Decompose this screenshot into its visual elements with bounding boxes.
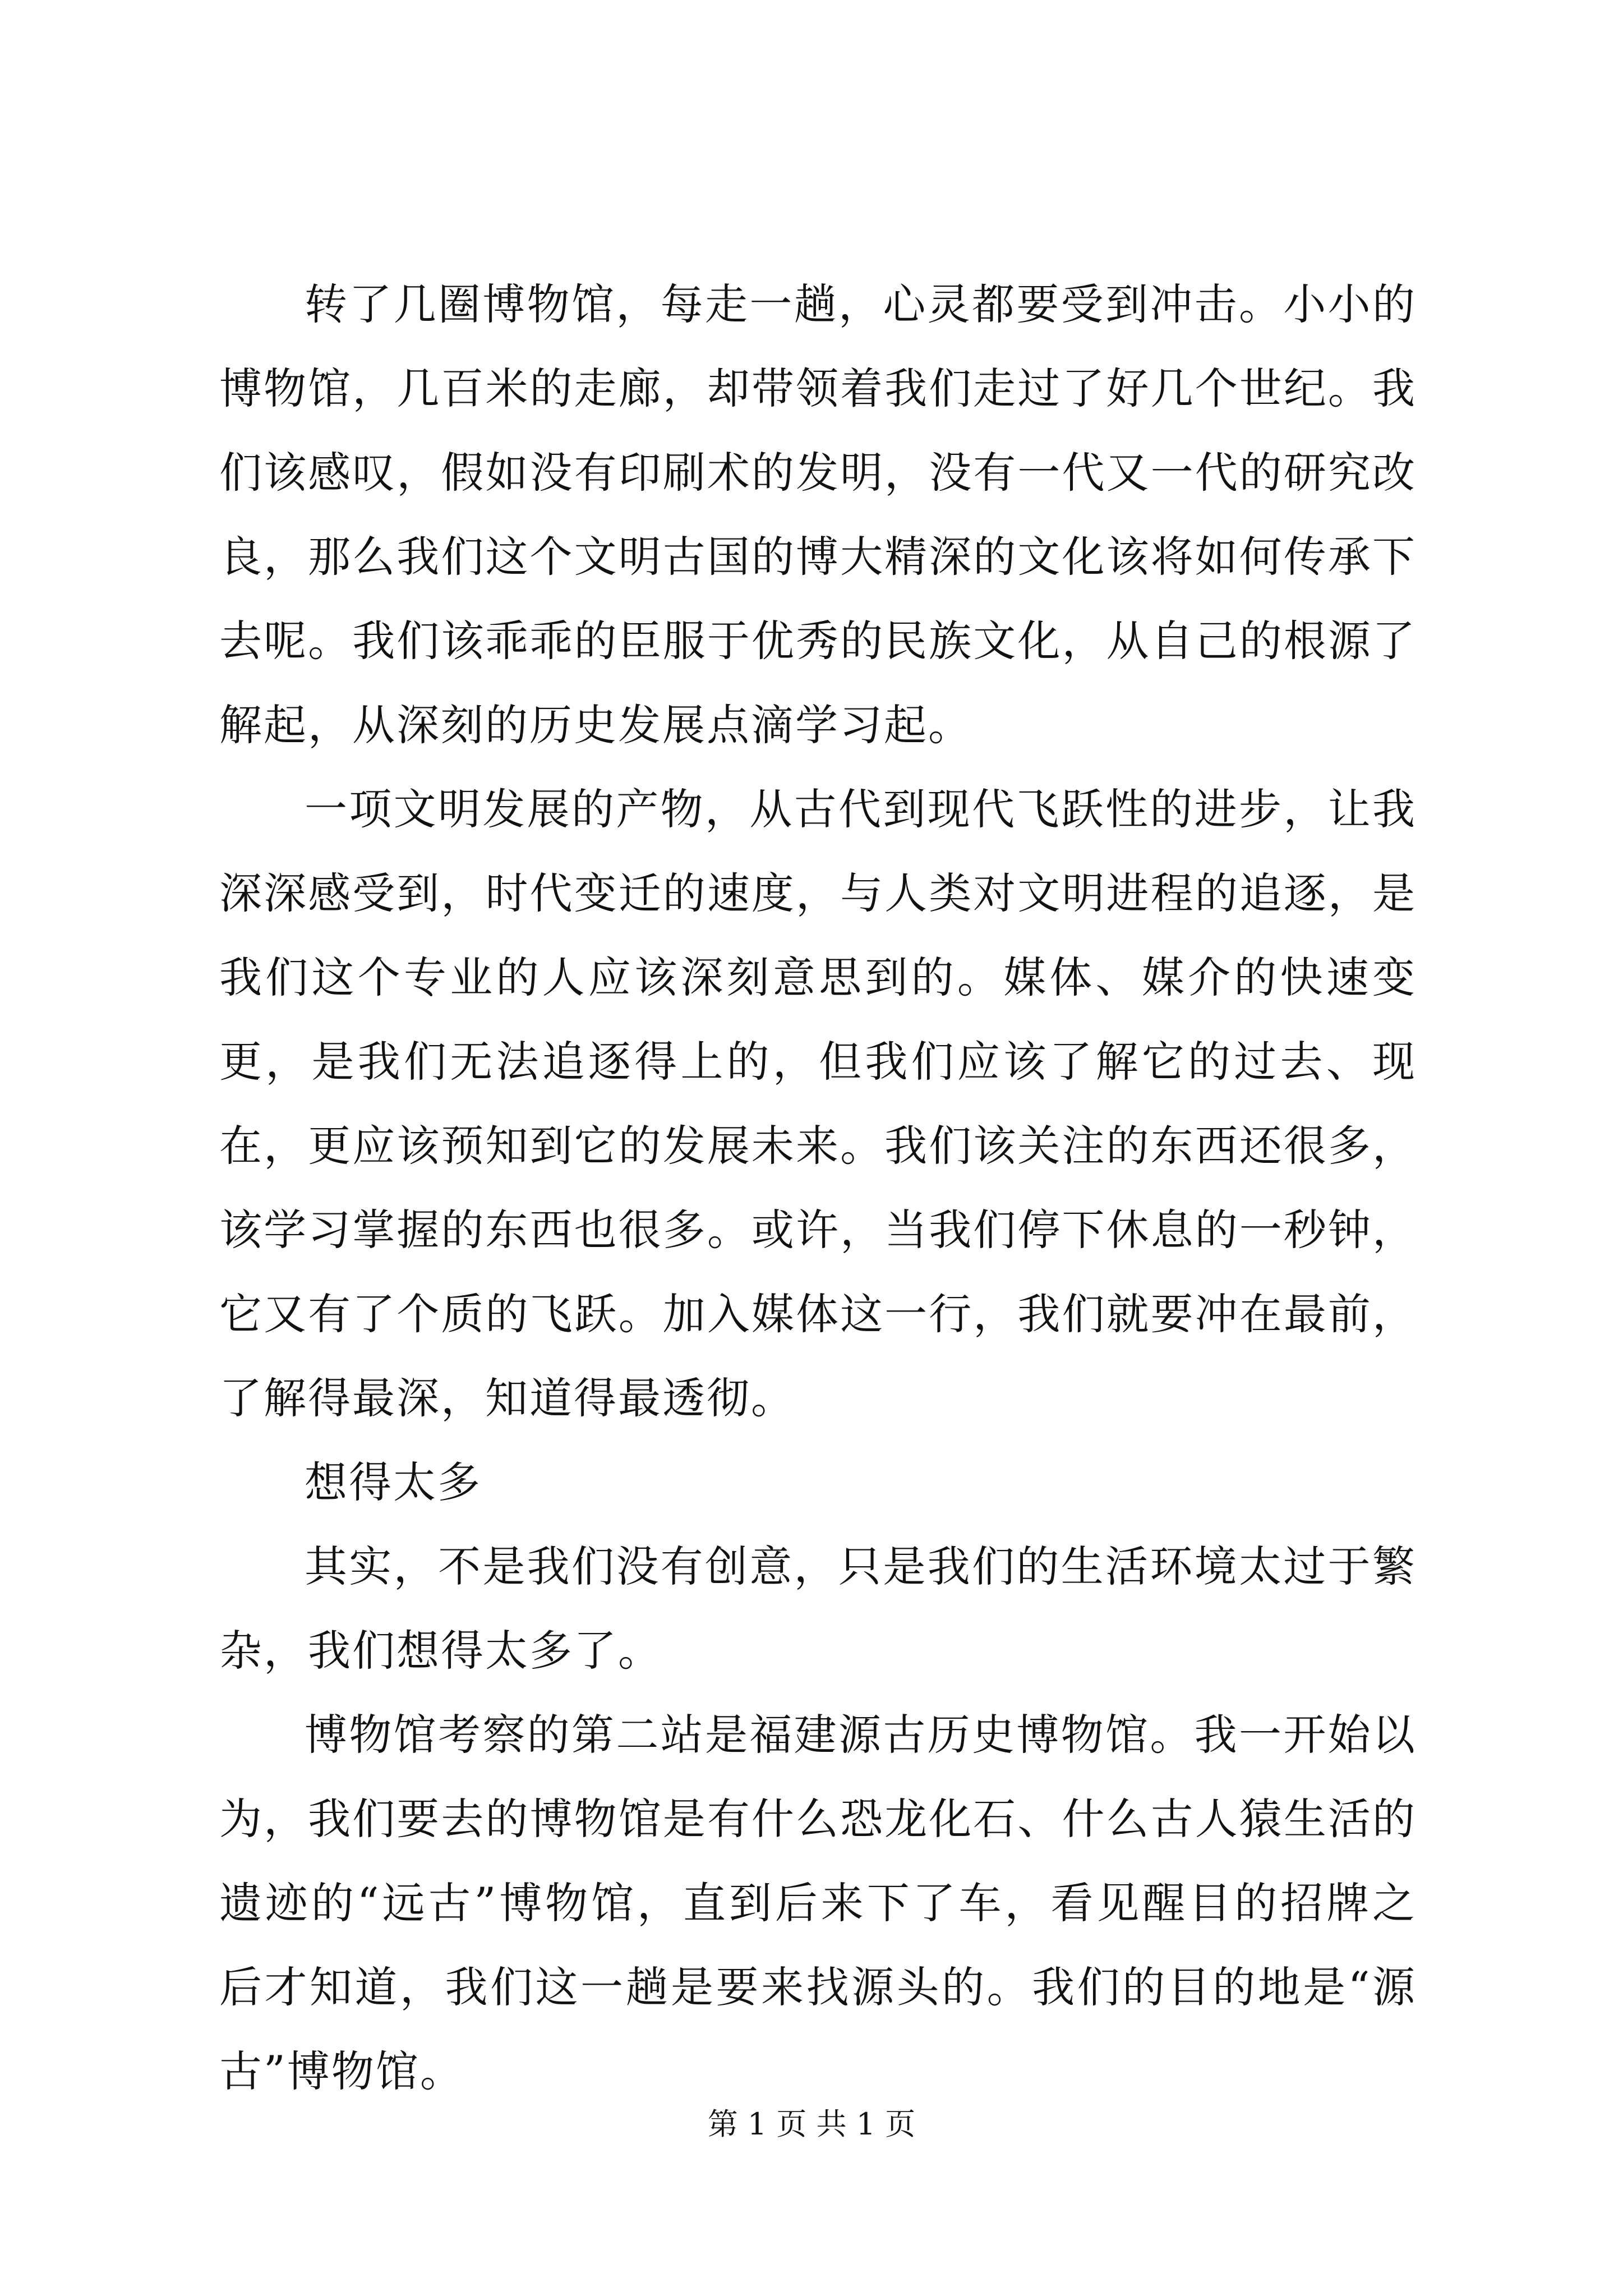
body-text xyxy=(219,263,1417,2114)
paragraph-4: 博物馆考察的第二站是福建源古历史博物馆。我一开始以为，我们要去的博物馆是有什么恐龙化石、什么古人猿生活的遗迹的“远古”博物馆，直到后来下了车，看见醒目的招牌之后才知道，我们这一趟是要来找源头的。我们的目的地是“源古”博物馆。 xyxy=(219,1710,1417,2096)
page-footer: 第 1 页 共 1 页 xyxy=(707,2106,916,2142)
paragraph-3: 其实，不是我们没有创意，只是我们的生活环境太过于繁杂，我们想得太多了。 xyxy=(219,1542,1417,1676)
section-heading: 想得太多 xyxy=(305,1457,482,1507)
paragraph-2: 一项文明发展的产物，从古代到现代飞跃性的进步，让我深深感受到，时代变迁的速度，与人类对文明进程的追逐，是我们这个专业的人应该深刻意思到的。媒体、媒介的快速变更，是我们无法追逐得上的，但我们应该了解它的过去、现在，更应该预知到它的发展未来。我们该关注的东西还很多，该学习掌握的东西也很多。或许，当我们停下休息的一秒钟，它又有了个质的飞跃。加入媒体这一行，我们就要冲在最前，了解得最深，知道得最透彻。 xyxy=(219,784,1417,1423)
paragraph-1: 转了几圈博物馆，每走一趟，心灵都要受到冲击。小小的博物馆，几百米的走廊，却带领着我们走过了好几个世纪。我们该感叹，假如没有印刷术的发明，没有一代又一代的研究改良，那么我们这个文明古国的博大精深的文化该将如何传承下去呢。我们该乖乖的臣服于优秀的民族文化，从自己的根源了解起，从深刻的历史发展点滴学习起。 xyxy=(219,279,1417,750)
